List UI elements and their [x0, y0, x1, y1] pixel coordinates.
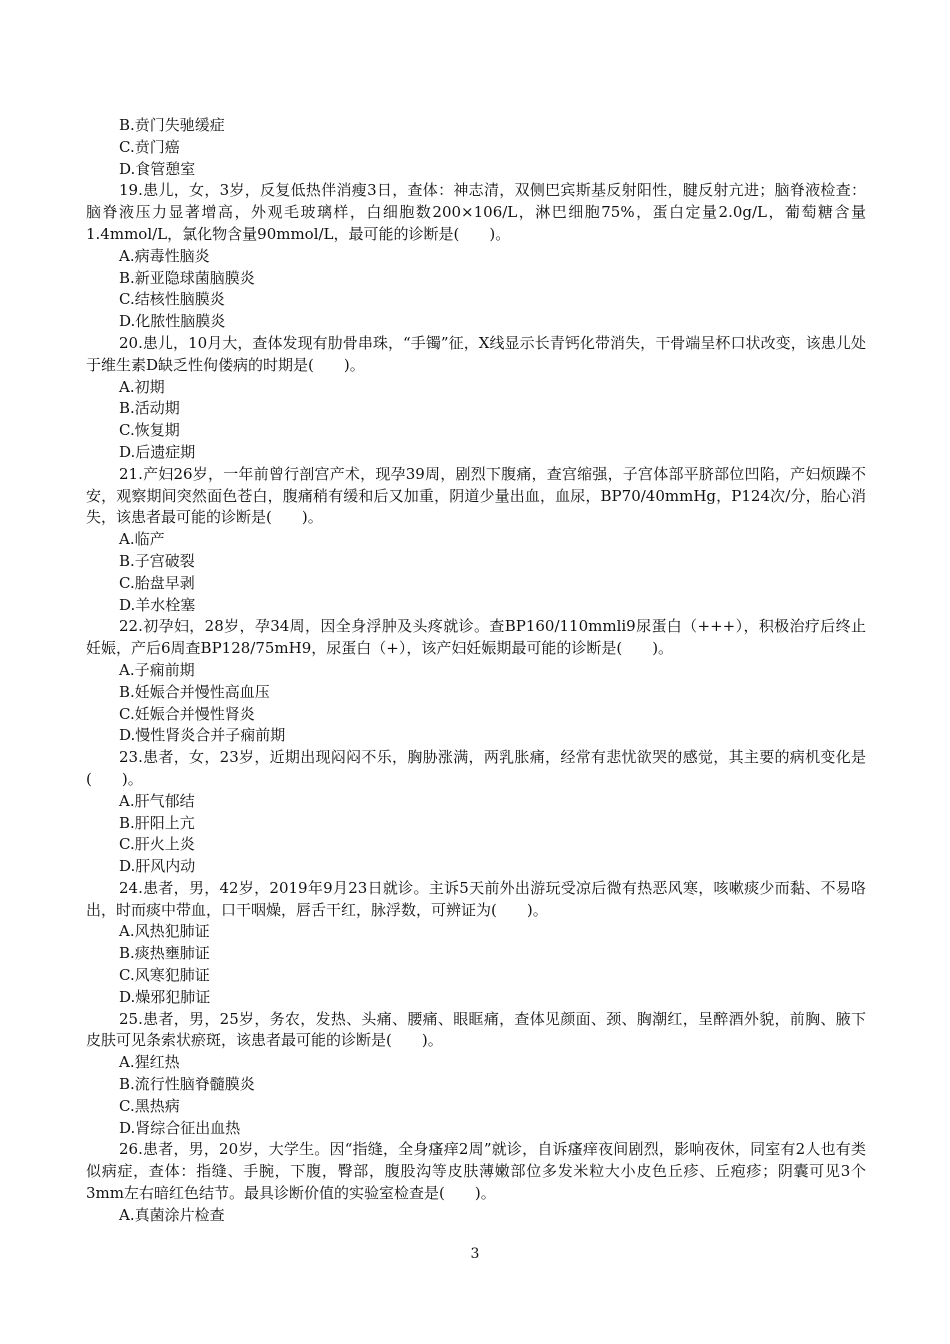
option-line: B.贲门失驰缓症 — [119, 116, 225, 134]
question-stem: 21.产妇26岁，一年前曾行剖宫产术，现孕39周，剧烈下腹痛，查宫缩强，子宫体部平脐部位凹陷，产妇烦躁不安，观察期间突然面色苍白，腹痛稍有缓和后又加重，阴道少量出血，血尿，BP70/40mmHg，P124次/分，胎心消失，该患者最可能的诊断是( )。 — [86, 464, 866, 527]
option-line: C.风寒犯肺证 — [119, 966, 210, 985]
question-stem: 19.患儿，女，3岁，反复低热伴消瘦3日，查体：神志清，双侧巴宾斯基反射阳性，腱反射亢进；脑脊液检查：脑脊液压力显著增高，外观毛玻璃样，白细胞数200×106/L，淋巴细胞75%，蛋白定量2.0g/L，葡萄糖含量1.4mmol/L，氯化物含量90mmol/L，最可能的诊断是( )。 — [86, 181, 866, 243]
option-line: D.燥邪犯肺证 — [119, 987, 211, 1006]
option-line: D.后遗症期 — [119, 442, 196, 461]
option-line: D.肝风内动 — [119, 857, 196, 876]
option-line: A.子痫前期 — [119, 660, 195, 679]
option-line: A.风热犯肺证 — [119, 922, 210, 941]
option-line: B.活动期 — [119, 399, 180, 418]
question-stem: 25.患者，男，25岁，务农，发热、头痛、腰痛、眼眶痛，查体见颜面、颈、胸潮红，呈醉酒外貌，前胸、腋下皮肤可见条索状瘀斑，该患者最可能的诊断是( )。 — [86, 1009, 866, 1050]
option-line: B.痰热壅肺证 — [119, 944, 210, 963]
option-line: D.化脓性脑膜炎 — [119, 312, 226, 331]
option-line: A.病毒性脑炎 — [119, 246, 210, 265]
option-line: D.肾综合征出血热 — [119, 1118, 241, 1137]
option-line: A.真菌涂片检查 — [119, 1205, 225, 1224]
option-line: C.妊娠合并慢性肾炎 — [119, 704, 255, 723]
option-line: C.恢复期 — [119, 421, 180, 440]
question-stem: 23.患者，女，23岁，近期出现闷闷不乐，胸胁涨满，两乳胀痛，经常有悲忧欲哭的感觉，其主要的病机变化是( )。 — [86, 748, 866, 788]
question-list — [86, 115, 866, 1227]
page-number: 3 — [470, 1246, 480, 1262]
option-line: D.羊水栓塞 — [119, 595, 196, 614]
option-line: C.结核性脑膜炎 — [119, 290, 225, 309]
option-line: D.食管憩室 — [119, 159, 196, 178]
option-line: C.肝火上炎 — [119, 835, 195, 854]
question-stem: 26.患者，男，20岁，大学生。因“指缝，全身瘙痒2周”就诊，自诉瘙痒夜间剧烈，影响夜休，同室有2人也有类似病症，查体：指缝、手腕，下腹，臀部，腹股沟等皮肤薄嫩部位多发米粒大小皮色丘疹、丘疱疹；阴囊可见3个3mm左右暗红色结节。最具诊断价值的实验室检查是( )。 — [86, 1140, 866, 1203]
option-line: C.黑热病 — [119, 1096, 180, 1115]
option-line: A.临产 — [119, 530, 165, 549]
option-line: C.胎盘早剥 — [119, 573, 195, 592]
question-stem: 24.患者，男，42岁，2019年9月23日就诊。主诉5天前外出游玩受凉后微有热恶风寒，咳嗽痰少而黏、不易咯出，时而痰中带血，口干咽燥，唇舌干红，脉浮数，可辨证为( )。 — [86, 878, 866, 919]
option-line: D.慢性肾炎合并子痫前期 — [119, 726, 286, 745]
option-line: B.新亚隐球菌脑膜炎 — [119, 268, 255, 287]
question-stem: 22.初孕妇，28岁，孕34周，因全身浮肿及头疼就诊。查BP160/110mmli9尿蛋白（+++），积极治疗后终止妊娠，产后6周查BP128/75mH9，尿蛋白（+），该产妇妊娠期最可能的诊断是( )。 — [86, 617, 866, 658]
option-line: B.子宫破裂 — [119, 551, 195, 570]
option-line: C.贲门癌 — [119, 137, 180, 156]
option-line: A.肝气郁结 — [119, 791, 195, 810]
question-stem: 20.患儿，10月大，查体发现有肋骨串珠，“手镯”征，X线显示长青钙化带消失，干骨端呈杯口状改变，该患儿处于维生素D缺乏性佝偻病的时期是( )。 — [86, 333, 866, 374]
option-line: B.肝阳上亢 — [119, 813, 195, 832]
option-line: B.妊娠合并慢性高血压 — [119, 682, 270, 701]
option-line: A.初期 — [119, 377, 165, 396]
option-line: A.猩红热 — [119, 1053, 180, 1072]
option-line: B.流行性脑脊髓膜炎 — [119, 1075, 255, 1094]
